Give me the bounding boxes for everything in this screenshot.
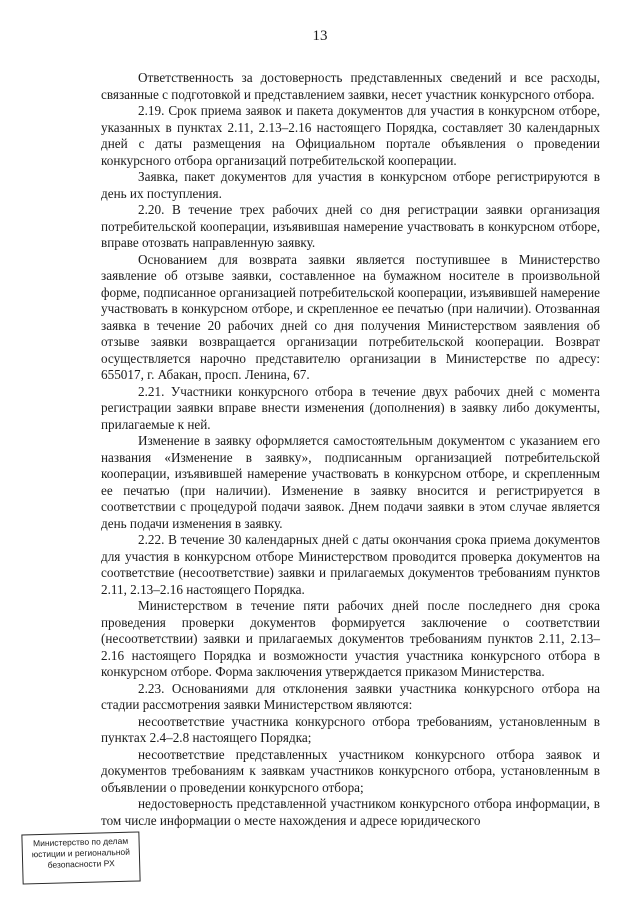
paragraph: 2.19. Срок приема заявок и пакета документов для участия в конкурсном отборе, указанных в пунктах 2.11, 2.13–2.16 настоящего Порядка, составляет 30 календарных дней с даты размещения на Официальном портале объявления о проведении конкурсного отбора организаций потребительской кооперации. [101, 103, 600, 168]
paragraph: 2.23. Основаниями для отклонения заявки участника конкурсного отбора на стадии рассмотрения заявки Министерством являются: [101, 680, 600, 712]
paragraph: Ответственность за достоверность представленных сведений и все расходы, связанные с подготовкой и представлением заявки, несет участник конкурсного отбора. [101, 70, 600, 102]
stamp-line: безопасности РХ [47, 858, 115, 870]
paragraph: Заявка, пакет документов для участия в конкурсном отборе регистрируются в день их поступления. [101, 169, 600, 201]
paragraph: Изменение в заявку оформляется самостоятельным документом с указанием его названия «Изменение в заявку», подписанным организацией потребительской кооперации, изъявившей намерение участвовать в конкурсном отборе, и скрепленным ее печатью (при наличии). Изменение в заявку вносится и регистрируется в соответствии с процедурой подачи заявок. Днем подачи заявки в этом случае является день подачи изменения в заявку. [101, 433, 600, 531]
paragraph: 2.22. В течение 30 календарных дней с даты окончания срока приема документов для участия в конкурсном отборе Министерством проводится проверка документов на соответствие (несоответствие) заявки и прилагаемых документов требованиям пунктов 2.11, 2.13–2.16 настоящего Порядка. [101, 532, 600, 597]
paragraph: 2.21. Участники конкурсного отбора в течение двух рабочих дней с момента регистрации заявки вправе внести изменения (дополнения) в заявку либо документы, прилагаемые к ней. [101, 383, 600, 432]
paragraph: Министерством в течение пяти рабочих дней после последнего дня срока проведения проверки документов формируется заключение о соответствии (несоответствии) заявки и прилагаемых документов требованиям пунктов 2.11, 2.13–2.16 настоящего Порядка и возможности участия участника конкурсного отбора в конкурсном отборе. Форма заключения утверждается приказом Министерства. [101, 598, 600, 679]
page-number: 13 [312, 28, 328, 44]
paragraph: Основанием для возврата заявки является поступившее в Министерство заявление об отзыве заявки, составленное на бумажном носителе в произвольной форме, подписанное организацией потребительской кооперации, изъявившей намерение участвовать в конкурсном отборе, и скрепленное ее печатью (при наличии). Отозванная заявка в течение 20 рабочих дней со дня получения Министерством заявления об отзыве заявки возвращается организации потребительской кооперации. Возврат осуществляется нарочно представителю организации в Министерстве по адресу: 655017, г. Абакан, просп. Ленина, 67. [101, 251, 600, 382]
paragraph: недостоверность представленной участником конкурсного отбора информации, в том числе информации о месте нахождения и адресе юридического [101, 796, 600, 828]
stamp-line: юстиции и региональной [31, 846, 131, 860]
document-body [101, 70, 600, 829]
registration-stamp [21, 831, 140, 884]
stamp-line: Министерство по делам [32, 835, 129, 849]
paragraph: несоответствие участника конкурсного отбора требованиям, установленным в пунктах 2.4–2.8 настоящего Порядка; [101, 713, 600, 745]
paragraph: 2.20. В течение трех рабочих дней со дня регистрации заявки организация потребительской кооперации, изъявившая намерение участвовать в конкурсном отборе, вправе отозвать направленную заявку. [101, 202, 600, 250]
paragraph: несоответствие представленных участником конкурсного отбора заявок и документов требованиям к заявкам участников конкурсного отбора, установленным в объявлении о проведении конкурсного отбора; [101, 746, 600, 795]
